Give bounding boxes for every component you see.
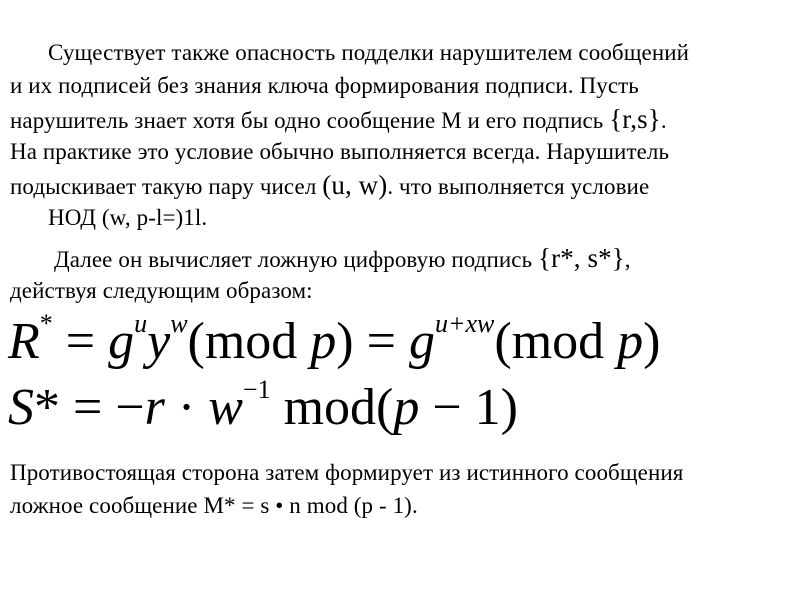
paragraph1-line5: подыскивает такую пару чисел (u, w). что выполняется условие bbox=[10, 170, 650, 200]
forged-signature: {r*, s*} bbox=[538, 243, 625, 273]
signature-rs: {r,s} bbox=[609, 104, 661, 134]
paragraph3-line1: Противостоящая сторона затем формирует из истинного сообщения bbox=[10, 460, 684, 485]
paragraph3-line2: ложное сообщение М* = s • n mod (p - 1). bbox=[10, 493, 418, 518]
formula-r-star: $R^* = g^uy^w(mod$ $p) = g^{u+xw}(mod$ p) bbox=[8, 309, 661, 370]
paragraph1-line4: На практике это условие обычно выполняется всегда. Нарушитель bbox=[10, 139, 670, 164]
paragraph1-line2: и их подписей без знания ключа формирования подписи. Пусть bbox=[10, 73, 639, 98]
paragraph2-line1: Далее он вычисляет ложную цифровую подпись {r*, s*}, bbox=[54, 243, 631, 273]
formula-s-star: $S* = -r \cdot w^{-1}$ mod(p − 1) bbox=[8, 375, 519, 436]
paragraph1-line3: нарушитель знает хотя бы одно сообщение М и его подпись {r,s}. bbox=[10, 104, 667, 134]
paragraph2-line2: действуя следующим образом: bbox=[10, 278, 313, 303]
number-pair-uw: (u, w) bbox=[322, 170, 388, 200]
paragraph1-line6: НОД (w, p-l=)1l. bbox=[48, 205, 208, 230]
paragraph1-line1: Существует также опасность подделки нарушителем сообщений bbox=[48, 40, 690, 65]
